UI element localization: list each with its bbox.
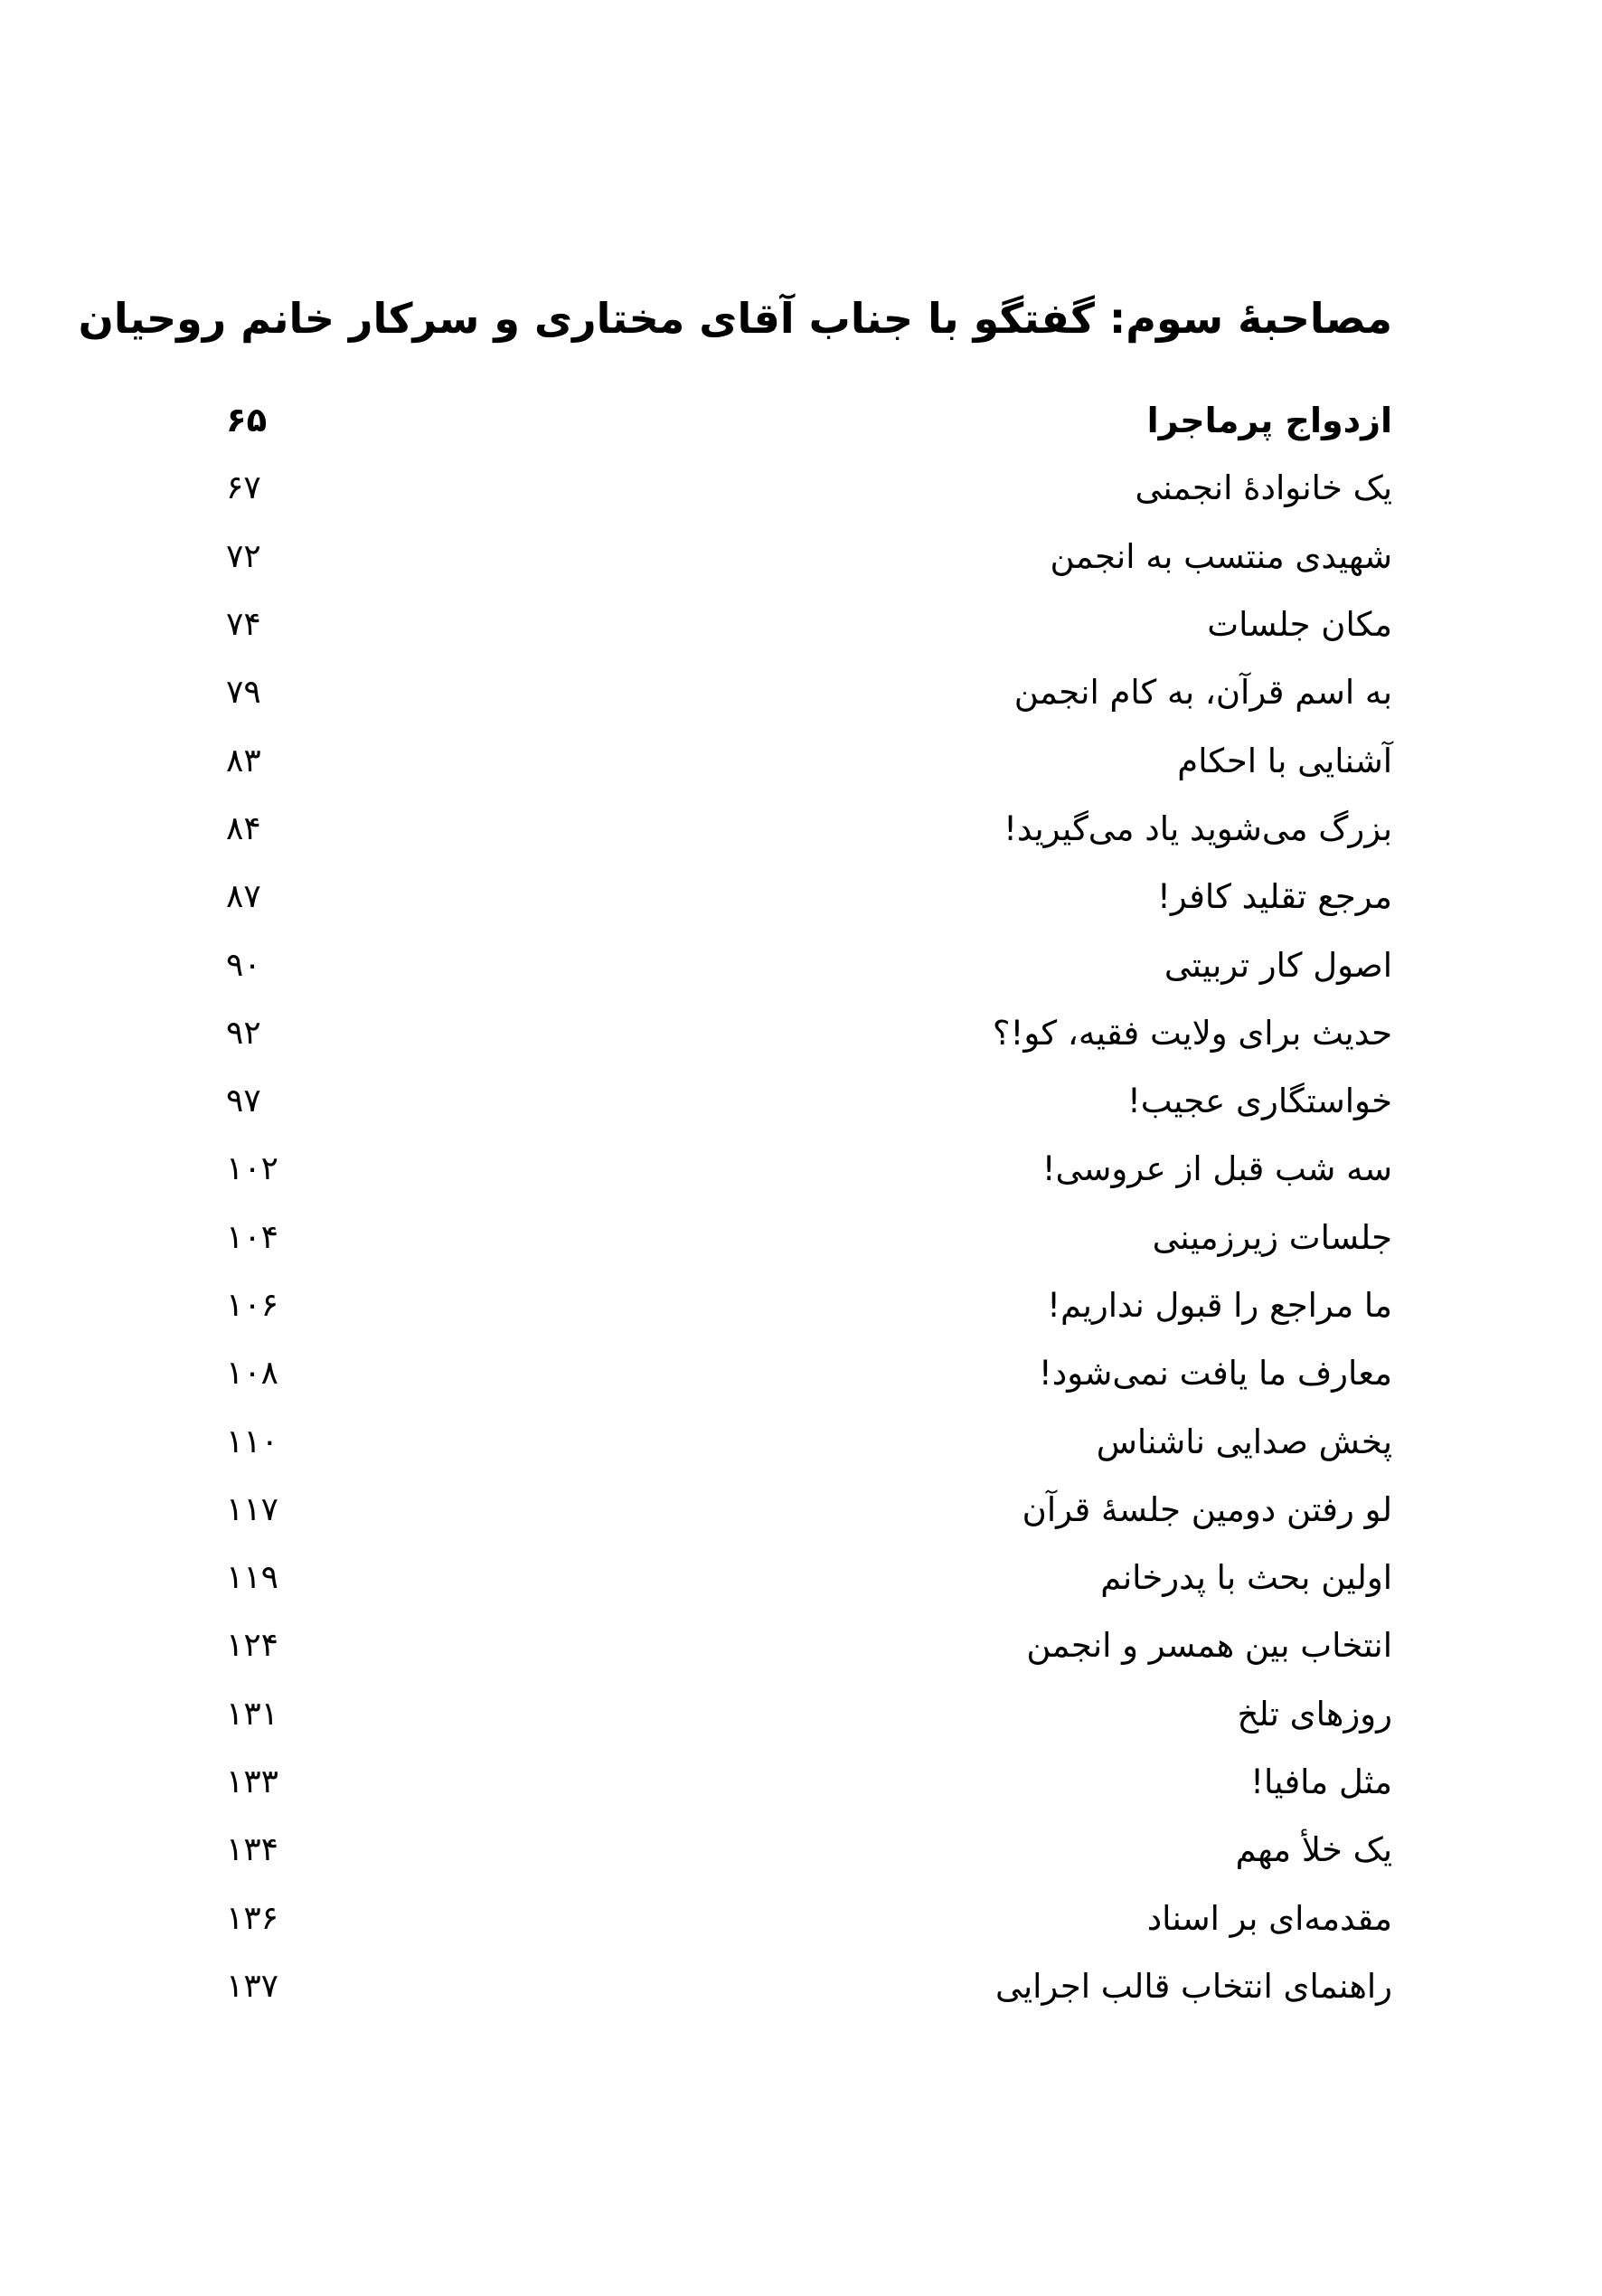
toc-entry-label: روزهای تلخ	[1237, 1694, 1392, 1734]
toc-row	[226, 795, 1392, 863]
toc-row	[226, 931, 1392, 998]
toc-entry-label: سه شب قبل از عروسی!	[1041, 1149, 1392, 1189]
toc-entry-label: اصول کار تربیتی	[1164, 945, 1392, 985]
toc-entry-page-number: ۱۳۱	[226, 1695, 279, 1733]
toc-entry-label: لو رفتن دومین جلسهٔ قرآن	[1022, 1489, 1392, 1529]
toc-entry-label: حدیث برای ولایت فقیه، کو!؟	[992, 1013, 1392, 1053]
toc-entry-label: اولین بحث با پدرخانم	[1100, 1558, 1392, 1598]
toc-entry-page-number: ۱۰۴	[226, 1218, 279, 1256]
toc-entry-label: مرجع تقلید کافر!	[1157, 877, 1392, 917]
toc-entry-page-number: ۹۰	[226, 946, 261, 984]
toc-entry-page-number: ۱۰۸	[226, 1355, 279, 1393]
toc-entry-page-number: ۸۴	[226, 809, 261, 847]
toc-row	[226, 1067, 1392, 1135]
toc-entry-label: به اسم قرآن، به کام انجمن	[1013, 673, 1392, 713]
toc-list	[226, 386, 1392, 2020]
toc-entry-label: مقدمه‌ای بر اسناد	[1146, 1898, 1392, 1938]
toc-row	[226, 1407, 1392, 1475]
toc-entry-label: بزرگ می‌شوید یاد می‌گیرید!	[1004, 808, 1392, 848]
toc-entry-page-number: ۱۳۶	[226, 1899, 279, 1937]
toc-row	[226, 1135, 1392, 1203]
toc-entry-page-number: ۱۳۷	[226, 1967, 279, 2005]
toc-entry-page-number: ۷۹	[226, 674, 261, 712]
toc-entry-page-number: ۹۷	[226, 1082, 261, 1120]
toc-row	[226, 1816, 1392, 1884]
toc-entry-page-number: ۸۷	[226, 878, 261, 916]
toc-row	[226, 386, 1392, 454]
toc-row	[226, 1680, 1392, 1748]
toc-row	[226, 999, 1392, 1067]
chapter-title: مصاحبهٔ سوم: گفتگو با جناب آقای مختاری و سرکار خانم روحیان	[78, 294, 1392, 343]
toc-row	[226, 1748, 1392, 1816]
toc-row	[226, 1339, 1392, 1407]
toc-row	[226, 1611, 1392, 1679]
toc-entry-page-number: ۱۱۰	[226, 1422, 279, 1460]
toc-entry-page-number: ۹۲	[226, 1014, 261, 1052]
toc-row	[226, 1476, 1392, 1544]
toc-entry-label: جلسات زیرزمینی	[1152, 1217, 1392, 1257]
toc-entry-label: ما مراجع را قبول نداریم!	[1047, 1286, 1392, 1325]
toc-entry-label: مکان جلسات	[1207, 605, 1392, 645]
toc-entry-page-number: ۶۷	[226, 469, 261, 507]
toc-entry-page-number: ۱۲۴	[226, 1627, 279, 1665]
toc-entry-page-number: ۷۴	[226, 606, 261, 644]
toc-entry-page-number: ۱۰۲	[226, 1150, 279, 1188]
toc-row	[226, 1204, 1392, 1271]
toc-entry-page-number: ۶۵	[226, 401, 268, 440]
toc-entry-page-number: ۱۱۹	[226, 1559, 279, 1597]
toc-row	[226, 591, 1392, 658]
toc-row	[226, 1952, 1392, 2020]
toc-row	[226, 454, 1392, 522]
toc-entry-page-number: ۱۰۶	[226, 1287, 279, 1324]
toc-entry-label: انتخاب بین همسر و انجمن	[1026, 1626, 1392, 1666]
toc-entry-label: معارف ما یافت نمی‌شود!	[1038, 1354, 1392, 1394]
toc-entry-label: یک خلأ مهم	[1235, 1830, 1392, 1870]
toc-row	[226, 863, 1392, 931]
toc-entry-label: آشنایی با احکام	[1177, 741, 1392, 780]
toc-row	[226, 1271, 1392, 1339]
toc-row	[226, 726, 1392, 794]
toc-entry-page-number: ۱۳۴	[226, 1831, 279, 1869]
toc-row	[226, 523, 1392, 591]
toc-entry-page-number: ۱۳۳	[226, 1763, 279, 1801]
toc-row	[226, 1885, 1392, 1952]
toc-entry-label: راهنمای انتخاب قالب اجرایی	[994, 1966, 1392, 2006]
toc-entry-label: خواستگاری عجیب!	[1126, 1082, 1392, 1121]
toc-entry-label: یک خانوادهٔ انجمنی	[1135, 468, 1392, 508]
toc-entry-label: شهیدی منتسب به انجمن	[1050, 536, 1392, 576]
toc-entry-label: پخش صدایی ناشناس	[1096, 1422, 1392, 1461]
toc-entry-page-number: ۷۲	[226, 537, 261, 575]
toc-row	[226, 1544, 1392, 1611]
toc-entry-label: ازدواج پرماجرا	[1146, 400, 1392, 440]
toc-row	[226, 658, 1392, 726]
toc-entry-page-number: ۱۱۷	[226, 1490, 279, 1528]
toc-entry-page-number: ۸۳	[226, 742, 261, 780]
toc-entry-label: مثل مافیا!	[1250, 1762, 1392, 1802]
